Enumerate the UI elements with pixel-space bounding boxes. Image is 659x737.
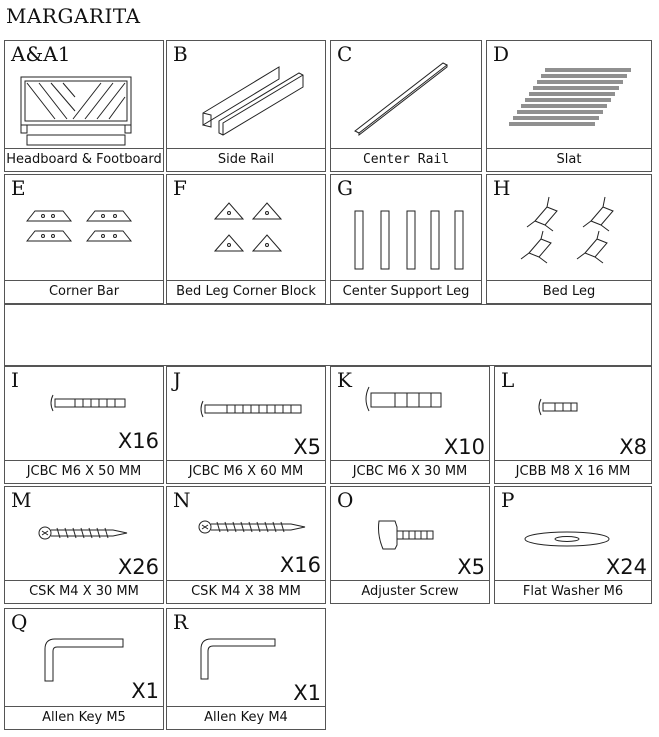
- hardware-letter: I: [11, 368, 19, 392]
- part-letter: C: [337, 42, 353, 66]
- document-title: MARGARITA: [6, 4, 141, 28]
- part-caption: Corner Bar: [5, 280, 163, 303]
- corner-block-illustration: [167, 175, 327, 283]
- part-letter: F: [173, 176, 187, 200]
- hardware-l: [494, 366, 652, 484]
- part-letter: H: [493, 176, 511, 200]
- part-caption: Slat: [487, 148, 651, 171]
- part-caption: Bed Leg Corner Block: [167, 280, 325, 303]
- hardware-letter: L: [501, 368, 515, 392]
- hardware-caption: Allen Key M5: [5, 706, 163, 729]
- part-letter: G: [337, 176, 353, 200]
- quantity: X24: [605, 555, 647, 579]
- part-caption: Center Rail: [331, 148, 481, 171]
- hardware-letter: M: [11, 488, 32, 512]
- hardware-k: [330, 366, 490, 484]
- center-support-leg-illustration: [331, 175, 483, 283]
- quantity: X10: [443, 435, 485, 459]
- hardware-caption: JCBC M6 X 60 MM: [167, 460, 325, 483]
- bed-leg-illustration: [487, 175, 653, 283]
- hardware-letter: J: [173, 368, 182, 392]
- hardware-p: [494, 486, 652, 604]
- hardware-q: [4, 608, 164, 730]
- hardware-i: [4, 366, 164, 484]
- part-c-center-rail: [330, 40, 482, 172]
- part-g-center-support-leg: [330, 174, 482, 304]
- hardware-caption: Adjuster Screw: [331, 580, 489, 603]
- part-b-side-rail: [166, 40, 326, 172]
- hardware-letter: K: [337, 368, 352, 392]
- corner-bar-illustration: [5, 175, 165, 283]
- quantity: X26: [117, 555, 159, 579]
- part-caption: Bed Leg: [487, 280, 651, 303]
- quantity: X5: [293, 435, 321, 459]
- part-letter: D: [493, 42, 510, 66]
- hardware-n: [166, 486, 326, 604]
- hardware-caption: JCBB M8 X 16 MM: [495, 460, 651, 483]
- center-rail-illustration: [331, 41, 483, 151]
- hardware-caption: JCBC M6 X 30 MM: [331, 460, 489, 483]
- part-letter: B: [173, 42, 188, 66]
- quantity: X8: [619, 435, 647, 459]
- hardware-letter: N: [173, 488, 191, 512]
- hardware-letter: P: [501, 488, 515, 512]
- headboard-illustration: [5, 41, 165, 151]
- quantity: X1: [293, 681, 321, 705]
- part-caption: Side Rail: [167, 148, 325, 171]
- hardware-o: [330, 486, 490, 604]
- part-f-bed-leg-corner-block: [166, 174, 326, 304]
- part-letter: A&A1: [11, 42, 71, 66]
- part-d-slat: [486, 40, 652, 172]
- hardware-caption: JCBC M6 X 50 MM: [5, 460, 163, 483]
- part-caption: Center Support Leg: [331, 280, 481, 303]
- hardware-caption: CSK M4 X 30 MM: [5, 580, 163, 603]
- hardware-caption: Flat Washer M6: [495, 580, 651, 603]
- part-e-corner-bar: [4, 174, 164, 304]
- side-rail-illustration: [167, 41, 327, 151]
- part-a-headboard-footboard: [4, 40, 164, 172]
- hardware-letter: O: [337, 488, 354, 512]
- part-caption: Headboard & Footboard: [5, 148, 163, 171]
- part-letter: E: [11, 176, 26, 200]
- quantity: X5: [457, 555, 485, 579]
- hardware-caption: CSK M4 X 38 MM: [167, 580, 325, 603]
- hardware-letter: Q: [11, 610, 28, 634]
- slat-illustration: [487, 41, 653, 151]
- quantity: X1: [131, 679, 159, 703]
- hardware-m: [4, 486, 164, 604]
- blank-row: [4, 304, 652, 366]
- hardware-r: [166, 608, 326, 730]
- hardware-j: [166, 366, 326, 484]
- hardware-letter: R: [173, 610, 189, 634]
- quantity: X16: [117, 429, 159, 453]
- part-h-bed-leg: [486, 174, 652, 304]
- quantity: X16: [279, 553, 321, 577]
- hardware-caption: Allen Key M4: [167, 706, 325, 729]
